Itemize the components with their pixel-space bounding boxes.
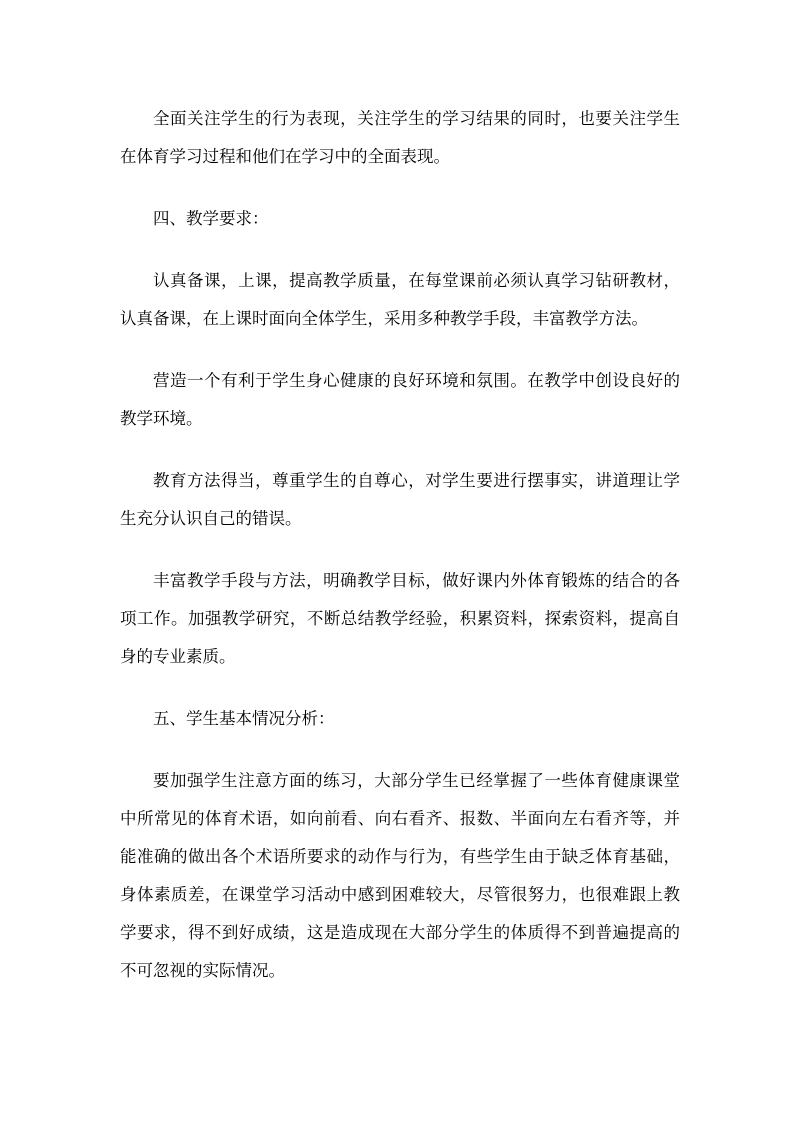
paragraph-education-method: 教育方法得当，尊重学生的自尊心，对学生要进行摆事实，讲道理让学生充分认识自己的错误。 [120, 471, 680, 528]
section-heading-student-analysis: 五、学生基本情况分析： [153, 709, 335, 728]
section-heading-teaching-requirements: 四、教学要求： [153, 209, 269, 228]
paragraph-student-situation: 要加强学生注意方面的练习，大部分学生已经掌握了一些体育健康课堂中所常见的体育术语，如向前看、向右看齐、报数、半面向左右看齐等，并能准确的做出各个术语所要求的动作与行为，有些学生由于缺乏体育基础，身体素质差，在课堂学习活动中感到困难较大，尽管很努力，也很难跟上教学要求，得不到好成绩，这是造成现在大部分学生的体质得不到普遍提高的不可忽视的实际情况。 [120, 771, 680, 980]
document-body [120, 100, 680, 1014]
paragraph-evaluation: 全面关注学生的行为表现，关注学生的学习结果的同时，也要关注学生在体育学习过程和他们在学习中的全面表现。 [120, 109, 680, 166]
paragraph-environment: 营造一个有利于学生身心健康的良好环境和氛围。在教学中创设良好的教学环境。 [120, 371, 680, 428]
paragraph-lesson-preparation: 认真备课，上课，提高教学质量，在每堂课前必须认真学习钻研教材，认真备课，在上课时面向全体学生，采用多种教学手段，丰富教学方法。 [120, 271, 680, 328]
paragraph-teaching-means: 丰富教学手段与方法，明确教学目标，做好课内外体育锻炼的结合的各项工作。加强教学研究，不断总结教学经验，积累资料，探索资料，提高自身的专业素质。 [120, 571, 680, 666]
